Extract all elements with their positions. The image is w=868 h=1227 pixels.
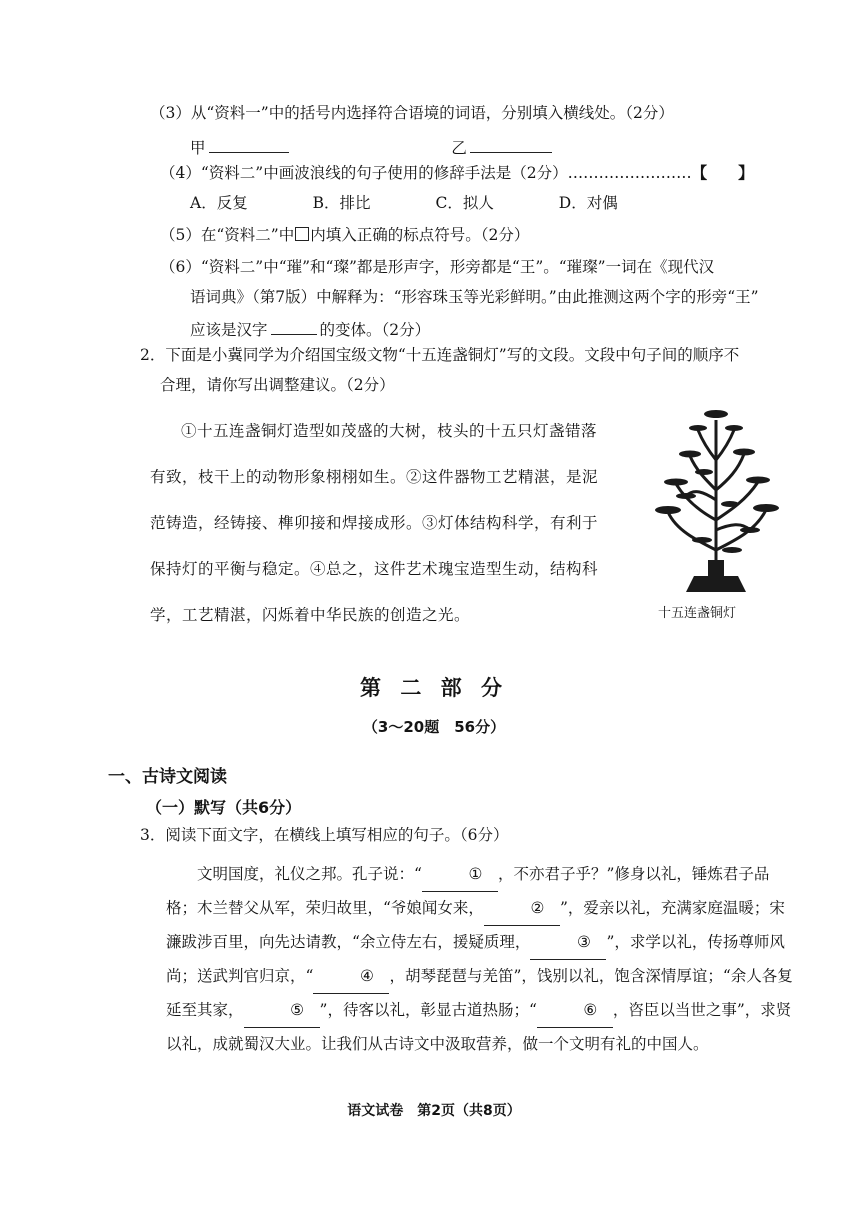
q1-item4-options	[190, 194, 678, 213]
subsection-heading: （一）默写（共6分）	[146, 798, 302, 817]
blank-6[interactable]: ⑥	[537, 994, 613, 1028]
option-b: B．排比	[312, 194, 371, 212]
blank-yi-label: 乙	[451, 139, 467, 157]
blank-jia[interactable]	[209, 136, 289, 153]
blank-2[interactable]: ②	[484, 892, 560, 926]
q2-prompt-line2: 合理，请你写出调整建议。（2分）	[160, 376, 395, 394]
blank-3[interactable]: ③	[530, 926, 606, 960]
q1-item5: （5）在“资料二”中 内填入正确的标点符号。（2分）	[160, 226, 530, 244]
blank-1[interactable]: ①	[422, 858, 498, 892]
q1-item3-blanks	[190, 136, 555, 158]
part-subtitle: （3～20题 56分）	[362, 718, 506, 736]
q1-item6-line1: （6）“资料二”中“璀”和“璨”都是形声字，形旁都是“王”。“璀璨”一词在《现代汉	[160, 258, 715, 276]
q3-prompt: 3．阅读下面文字，在横线上填写相应的句子。（6分）	[140, 826, 509, 844]
page-footer: 语文试卷 第2页（共8页）	[347, 1103, 521, 1119]
option-c: C．拟人	[435, 194, 494, 212]
bronze-lamp-image	[646, 400, 786, 596]
blank-radical[interactable]	[271, 318, 317, 335]
blank-jia-label: 甲	[190, 139, 206, 157]
q1-item6-line2: 语词典》（第7版）中解释为：“形容珠玉等光彩鲜明。”由此推测这两个字的形旁“王”	[190, 288, 759, 306]
option-a: A．反复	[190, 194, 248, 212]
q1-item4: （4）“资料二”中画波浪线的句子使用的修辞手法是（2分）……………………【 】	[160, 163, 754, 182]
lamp-caption: 十五连盏铜灯	[658, 606, 737, 621]
answer-bracket[interactable]: 【 】	[691, 163, 754, 182]
q2-passage: ①十五连盏铜灯造型如茂盛的大树，枝头的十五只灯盏错落有致，枝干上的动物形象栩栩如生。②这件器物工艺精湛，是泥范铸造，经铸接、榫卯接和焊接成形。③灯体结构科学，有利于保持灯的平衡与稳定。④总之，这件艺术瑰宝造型生动，结构科学，工艺精湛，闪烁着中华民族的创造之光。	[150, 422, 599, 624]
punctuation-box[interactable]	[295, 227, 309, 241]
q1-item6-line3: 应该是汉字 的变体。（2分）	[190, 318, 430, 340]
blank-5[interactable]: ⑤	[244, 994, 320, 1028]
q1-item3: （3）从“资料一”中的括号内选择符合语境的词语，分别填入横线处。（2分）	[150, 104, 674, 122]
q3-passage: 文明国度，礼仪之邦。孔子说：“ ① ，不亦君子乎？”修身以礼，锤炼君子品格；木兰替父从军，荣归故里，“爷娘闻女来， ② ”，爱亲以礼，充满家庭温暖；宋濂跋涉百里，向先达请教，“余立侍左右，援疑质理， ③ ”，求学以礼，传扬尊师风尚；送武判官归京，“ ④ ，胡琴琵琶与羌笛”，饯别以礼，饱含深情厚谊；“余人各复延至其家， ⑤ ”，待客以礼，彰显古道热肠；“ ⑥ ，咨臣以当世之事”，求贤以礼，成就蜀汉大业。让我们从古诗文中汲取营养，做一个文明有礼的中国人。	[166, 858, 796, 1061]
section-heading: 一、古诗文阅读	[108, 767, 227, 787]
blank-4[interactable]: ④	[313, 960, 389, 994]
blank-yi[interactable]	[470, 136, 552, 153]
q2-prompt-line1: 2．下面是小冀同学为介绍国宝级文物“十五连盏铜灯”写的文段。文段中句子间的顺序不	[140, 346, 740, 364]
option-d: D．对偶	[558, 194, 618, 212]
part-title: 第 二 部 分	[360, 676, 508, 700]
